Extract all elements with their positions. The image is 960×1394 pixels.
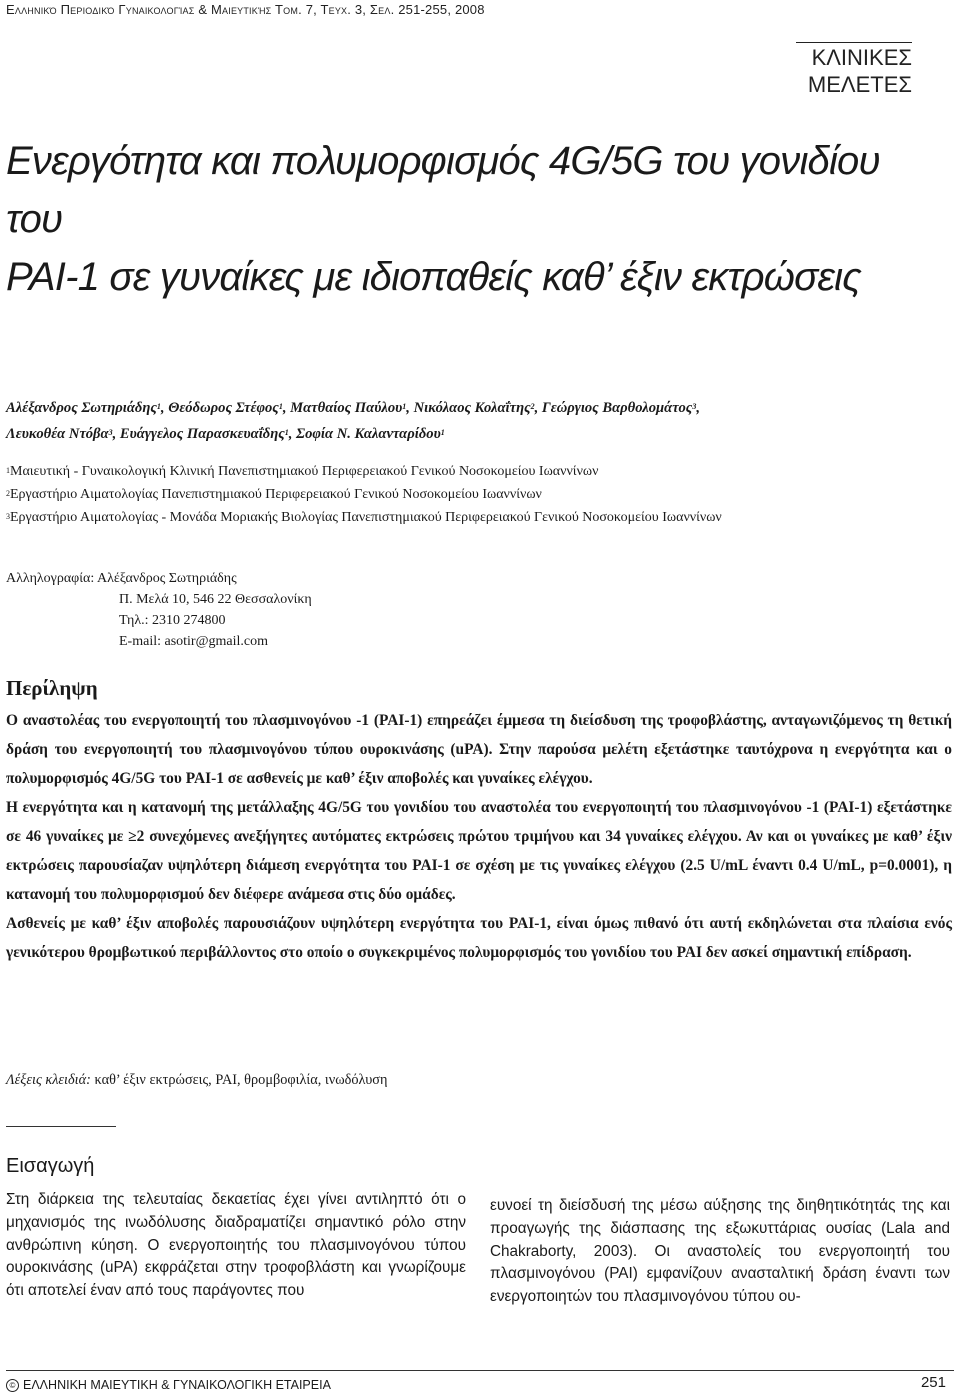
author-aff: 3 [108,428,113,437]
author: Αλέξανδρος Σωτηριάδης [6,400,157,416]
page-number: 251 [920,1374,946,1391]
title-line1: Ενεργότητα και πολυμορφισμός 4G/5G του γονιδίου του [6,139,880,241]
correspondence [6,568,312,652]
author: Λευκοθέα Ντόβα [6,426,109,442]
author-aff: 1 [284,428,289,437]
section-rule [796,42,912,43]
author-aff: 3 [692,402,697,411]
author: Ευάγγελος Παρασκευαΐδης [119,426,285,442]
author: Θεόδωρος Στέφος [168,400,279,416]
correspondence-address: Π. Μελά 10, 546 22 Θεσσαλονίκη [119,592,312,607]
author: Νικόλαος Κολαΐτης [413,400,531,416]
correspondence-email[interactable]: E-mail: asotir@gmail.com [119,634,268,649]
author-aff: 1 [156,402,161,411]
footer-rule [6,1370,954,1371]
journal-header: Ελληνικό Περιοδικό Γυναικολογίας & Μαιευτικής Τομ. 7, Τευχ. 3, Σελ. 251-255, 2008 [6,2,485,17]
author: Ματθαίος Παύλου [290,400,403,416]
affiliation: $^3$Εργαστήριο Αιματολογίας - Μονάδα Μοριακής Βιολογίας Πανεπιστημιακού Περιφερειακού Γενικού Νοσοκομείου Ιωαννίνων [6,510,722,525]
author-aff: 1 [402,402,407,411]
title-line2: PAI-1 σε γυναίκες με ιδιοπαθείς καθ’ έξιν εκτρώσεις [6,255,861,299]
affiliation-list [6,460,956,529]
copyright-icon: © [6,1379,19,1392]
section-divider [6,1126,116,1127]
abstract-paragraph: Ασθενείς με καθ’ έξιν αποβολές παρουσιάζουν υψηλότερη ενεργότητα του PAI-1, είναι όμως πιθανό ότι αυτή εκδηλώνεται στα πλαίσια ενός γενικότερου θρομβωτικού περιβάλλοντος στο οποίο ο συγκεκριμένος πολυμορφισμός του γονιδίου του PAI δεν ασκεί σημαντική επίδραση. [6,915,952,961]
author-aff: 2 [530,402,535,411]
intro-heading: Εισαγωγή [6,1155,95,1177]
abstract-body [6,706,952,967]
intro-column-left: Στη διάρκεια της τελευταίας δεκαετίας έχει γίνει αντιληπτό ότι ο μηχανισμός της ινωδόλυσης διαδραματίζει σημαντικό ρόλο στην ανθρώπινη κύηση. Ο ενεργοποιητής του πλασμινογόνου τύπου ουροκινάσης (uPA) εκφράζεται στην τροφοβλάστη και γνωρίζουμε ότι αποτελεί έναν από τους παράγοντες που [6,1191,466,1300]
keywords-label: Λέξεις κλειδιά: [6,1072,91,1088]
keywords [6,1072,946,1089]
keywords-text: καθ’ έξιν εκτρώσεις, PAI, θρομβοφιλία, ινωδόλυση [90,1072,388,1088]
abstract-heading: Περίληψη [6,676,98,700]
abstract-paragraph: Η ενεργότητα και η κατανομή της μετάλλαξης 4G/5G του γονιδίου του αναστολέα του ενεργοποιητή του πλασμινογόνου -1 (PAI-1) εξετάστηκε σε 46 γυναίκες με ≥2 συνεχόμενες ανεξήγητες αυτόματες εκτρώσεις πρώτου τριμήνου και 34 γυναίκες ελέγχου. Αν και οι γυναίκες με καθ’ έξιν εκτρώσεις παρουσίαζαν υψηλότερη διάμεση ενεργότητα του PAI-1 σε σχέση με τις γυναίκες ελέγχου (2.5 U/mL έναντι 0.4 U/mL, p=0.0001), η κατανομή του πολυμορφισμού δεν διέφερε ανάμεσα στις δύο ομάδες. [6,799,952,903]
affiliation: $^2$Εργαστήριο Αιματολογίας Πανεπιστημιακού Περιφερειακού Γενικού Νοσοκομείου Ιωαννίνων [6,487,542,502]
correspondence-phone: Τηλ.: 2310 274800 [119,613,226,628]
footer-society [6,1378,331,1392]
intro-column-right: ευνοεί τη διείσδυσή της μέσω αύξησης της διηθητικότητάς της και προαγωγής της διάσπασης της εξωκυττάριας ουσίας (Lala and Chakraborty, 2003). Οι αναστολείς του ενεργοποιητή του πλασμινογόνου (PAI) εμφανίζουν ανασταλτική δράση έναντι των ενεργοποιητών του πλασμινογόνου τύπου ου- [490,1197,950,1306]
correspondence-label: Αλληλογραφία: Αλέξανδρος Σωτηριάδης [6,571,237,586]
section-label-line2: ΜΕΛΕΤΕΣ [807,72,912,97]
section-label-line1: ΚΛΙΝΙΚΕΣ [811,45,912,70]
affiliation: $^1$Μαιευτική - Γυναικολογική Κλινική Πανεπιστημιακού Περιφερειακού Γενικού Νοσοκομείου Ιωαννίνων [6,464,599,479]
author: Γεώργιος Βαρθολομάτος [541,400,693,416]
author-aff: 1 [278,402,283,411]
author-list: Αλέξανδρος Σωτηριάδης$^1$, Θεόδωρος Στέφος$^1$, Ματθαίος Παύλου$^1$, Νικόλαος Κολαΐτης$^2$, Γεώργιος Βαρθολομάτος$^3$, Λευκοθέα Ντόβα$^3$, Ευάγγελος Παρασκευαΐδης$^1$, Σοφία Ν. Καλανταρίδου$^1$ [6,400,700,442]
abstract-paragraph: Ο αναστολέας του ενεργοποιητή του πλασμινογόνου -1 (PAI-1) επηρεάζει έμμεσα τη διείσδυση της τροφοβλάστης, ανταγωνιζόμενος τη θετική δράση του ενεργοποιητή του πλασμινογόνου τύπου ουροκινάσης (uPA). Στην παρούσα μελέτη εξετάστηκε ταυτόχρονα η ενεργότητα και ο πολυμορφισμός 4G/5G του PAI-1 σε ασθενείς με καθ’ έξιν αποβολές και γυναίκες ελέγχου. [6,712,952,787]
author-aff: 1 [440,428,445,437]
section-label [792,44,912,98]
article-title [6,132,946,306]
author: Σοφία Ν. Καλανταρίδου [296,426,441,442]
society-name: ΕΛΛΗΝΙΚΗ ΜΑΙΕΥΤΙΚΗ & ΓΥΝΑΙΚΟΛΟΓΙΚΗ ΕΤΑΙΡΕΙΑ [23,1378,331,1392]
